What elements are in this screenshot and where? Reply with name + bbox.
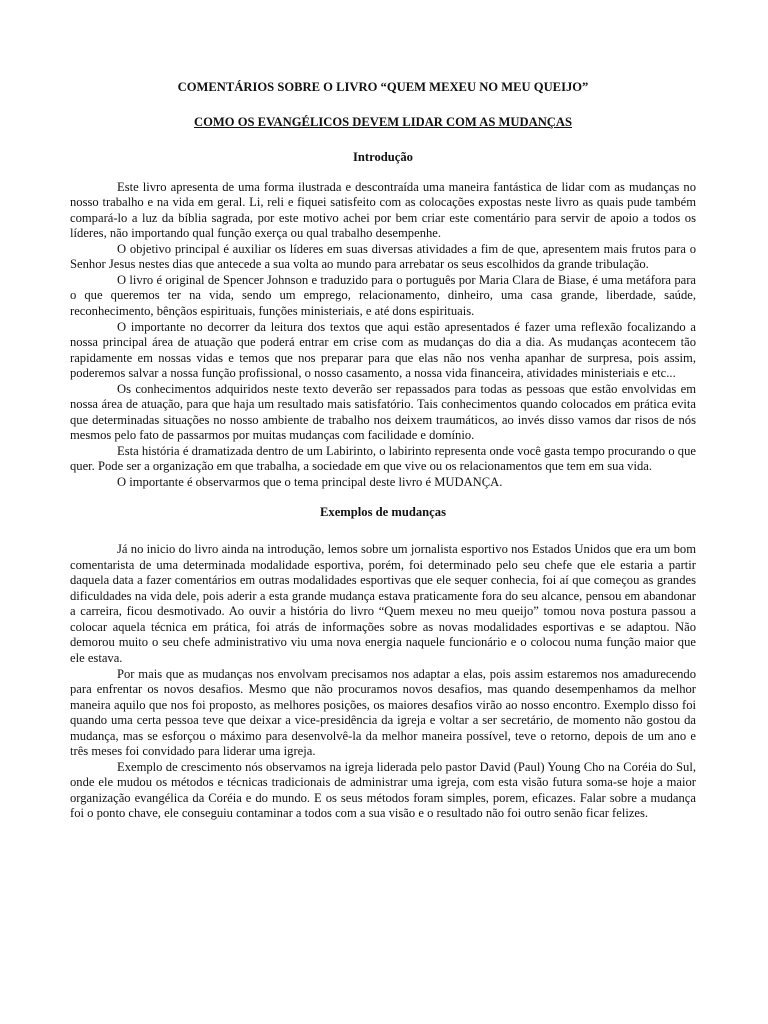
examples-paragraph: Exemplo de crescimento nós observamos na igreja liderada pelo pastor David (Paul) Young Cho na Coréia do Sul, onde ele mudou os métodos e técnicas tradicionais de administrar uma igreja, com esta visão futura soma-se hoje a maior organização evangélica da Coréia e do mundo. E os seus métodos foram simples, porem, eficazes. Falar sobre a mudança foi o ponto chave, ele conseguiu contaminar a todos com a sua visão e o resultado não foi outro senão ficar felizes. bbox=[70, 759, 696, 821]
intro-paragraph: O importante é observarmos que o tema principal deste livro é MUDANÇA. bbox=[117, 475, 503, 490]
intro-paragraph: O objetivo principal é auxiliar os líderes em suas diversas atividades a fim de que, apresentem mais frutos para o Senhor Jesus nestes dias que antecede a sua volta ao mundo para arrebatar os seus escolhidos da grande tribulação. bbox=[70, 241, 696, 272]
intro-paragraph: Esta história é dramatizada dentro de um Labirinto, o labirinto representa onde você gasta tempo procurando o que quer. Pode ser a organização em que trabalha, a sociedade em que vive ou os relacionamentos que tem em sua vida. bbox=[70, 443, 696, 474]
intro-paragraph: O importante no decorrer da leitura dos textos que aqui estão apresentados é fazer uma reflexão focalizando a nossa principal área de atuação que poderá entrar em crise com as mudanças do dia a dia. As mudanças acontecem tão rapidamente em nossas vidas e temos que nos preparar para que elas não nos venha apanhar de surpresa, pois assim, poderemos salvar a nossa função profissional, o nosso casamento, a nossa vida financeira, atividades ministeriais e etc... bbox=[70, 319, 696, 381]
examples-paragraph: Por mais que as mudanças nos envolvam precisamos nos adaptar a elas, pois assim estaremos nos amadurecendo para enfrentar os novos desafios. Mesmo que não procuramos novos desafios, mas quando desempenhamos da melhor maneira aquilo que nos foi proposto, as melhores posições, os maiores desafios virão ao nosso encontro. Exemplo disso foi quando uma certa pessoa teve que deixar a vice-presidência da igreja e voltar a ser secretário, de momento não gostou da mudança, mas se esforçou o máximo para desenvolvê-la da melhor maneira possível, teve o retorno, depois de um ano e três meses foi convidado para liderar uma igreja. bbox=[70, 666, 696, 759]
examples-paragraph: Já no inicio do livro ainda na introdução, lemos sobre um jornalista esportivo nos Estados Unidos que era um bom comentarista de uma determinada modalidade esportiva, porém, foi determinado pelo seu chefe que ele estaria a partir daquela data a fazer comentários em outras modalidades esportivas que ele sequer conhecia, foi aí que começou as grandes dificuldades na vida dele, pois aderir a esta grande mudança estava praticamente fora do seu alcance, pensou em abandonar a carreira, ficou desmotivado. Ao ouvir a história do livro “Quem mexeu no meu queijo” tomou nova postura passou a colocar aquela técnica em prática, foi atrás de informações sobre as novas modalidades esportivas e se adaptou. Não demorou muito o seu chefe administrativo viu uma nova energia naquele funcionário e o colocou numa função maior que ele estava. bbox=[70, 542, 696, 665]
intro-paragraph: Os conhecimentos adquiridos neste texto deverão ser repassados para todas as pessoas que estão envolvidas em nossa área de atuação, para que haja um resultado mais satisfatório. Tais conhecimentos quando colocados em prática evita que determinadas situações no nosso ambiente de trabalho nos deixem traumáticos, ao invés disso vamos dar risos de nós mesmos pelo fato de passarmos por muitas mudanças com facilidade e domínio. bbox=[70, 381, 696, 443]
intro-paragraph: Este livro apresenta de uma forma ilustrada e descontraída uma maneira fantástica de lidar com as mudanças no nosso trabalho e na vida em geral. Li, reli e fiquei satisfeito com as colocações expostas neste livro as quais pude também compará-lo a luz da bíblia sagrada, por este motivo achei por bem criar este comentário para servir de apoio a todos os líderes, não importando qual função exerça ou qual trabalho desempenhe. bbox=[70, 179, 696, 241]
intro-section bbox=[70, 180, 696, 491]
examples-heading: Exemplos de mudanças bbox=[320, 504, 446, 519]
intro-heading: Introdução bbox=[353, 150, 413, 165]
document-subtitle: COMO OS EVANGÉLICOS DEVEM LIDAR COM AS MUDANÇAS bbox=[194, 114, 572, 129]
document-title: COMENTÁRIOS SOBRE O LIVRO “QUEM MEXEU NO MEU QUEIJO” bbox=[177, 80, 589, 94]
intro-paragraph: O livro é original de Spencer Johnson e traduzido para o português por Maria Clara de Biase, é uma metáfora para o que queremos ter na vida, sendo um emprego, relacionamento, dinheiro, uma casa grande, liberdade, saúde, reconhecimento, bênçãos espirituais, funções ministeriais, e até dons espirituais. bbox=[70, 272, 696, 319]
examples-section bbox=[70, 542, 696, 822]
